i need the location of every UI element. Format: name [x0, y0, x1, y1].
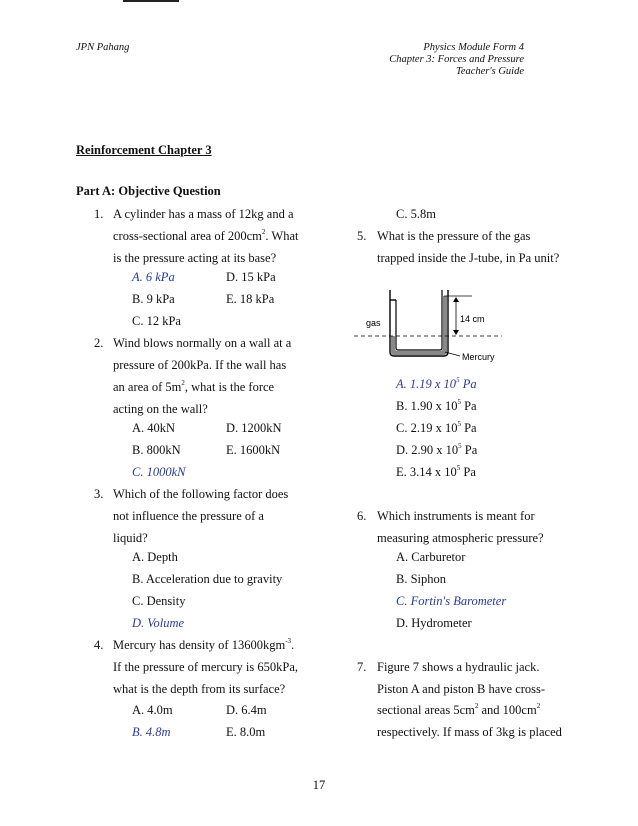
q5-number: 5. [357, 229, 367, 243]
fig-length-label: 14 cm [460, 314, 485, 324]
q7-number: 7. [357, 660, 367, 674]
q7-line2: Piston A and piston B have cross- [377, 682, 546, 696]
q2-line1: Wind blows normally on a wall at a [113, 336, 292, 350]
q7-line1: Figure 7 shows a hydraulic jack. [377, 660, 540, 674]
q3-number: 3. [94, 487, 104, 501]
top-rule [123, 0, 179, 2]
q4-option-e: E. 8.0m [226, 725, 266, 739]
fig-mercury-label: Mercury [462, 352, 495, 362]
q6-option-a: A. Carburetor [396, 550, 466, 564]
q3-line3: liquid? [113, 531, 148, 545]
q5-option-d: D. 2.90 x $10^5$ Pa [396, 441, 478, 457]
q2-line4: acting on the wall? [113, 402, 208, 416]
q1-line2: cross-sectional area of $200cm^2$. What [113, 227, 299, 243]
q6-option-b: B. Siphon [396, 572, 447, 586]
q4-line1: Mercury has density of 13600kgm$^{-3}$. [113, 636, 295, 652]
header-guide: Teacher's Guide [455, 66, 524, 77]
q4-option-c: C. 5.8m [396, 207, 436, 221]
q1-line3: is the pressure acting at its base? [113, 251, 277, 265]
q2-line3: an area of $5m^2$, what is the force [113, 378, 275, 394]
q5-line2: trapped inside the J-tube, in Pa unit? [377, 251, 560, 265]
q4-option-a: A. 4.0m [132, 703, 173, 717]
q6-option-d: D. Hydrometer [396, 616, 472, 630]
q2-option-e: E. 1600kN [226, 443, 281, 457]
q5-option-b: B. 1.90 x $10^5$ Pa [396, 397, 477, 413]
q6-line1: Which instruments is meant for [377, 509, 535, 523]
q7-line3: sectional areas $5cm^2$ and $100cm^2$ [377, 701, 541, 717]
q5-option-e: E. 3.14 x $10^5$ Pa [396, 463, 476, 479]
q2-option-d: D. 1200kN [226, 421, 282, 435]
header-module: Physics Module Form 4 [423, 42, 524, 53]
q3-line2: not influence the pressure of a [113, 509, 264, 523]
q7-line4: respectively. If mass of 3kg is placed [377, 725, 562, 739]
q1-option-b: B. 9 kPa [132, 292, 175, 306]
q3-option-d: D. Volume [132, 616, 185, 630]
q4-line2: If the pressure of mercury is 650kPa, [113, 660, 299, 674]
q6-option-c: C. Fortin's Barometer [396, 594, 507, 608]
page-number: 17 [312, 778, 326, 792]
q2-line2: pressure of 200kPa. If the wall has [113, 358, 287, 372]
section-title: Reinforcement Chapter 3 [76, 143, 212, 157]
q6-line2: measuring atmospheric pressure? [377, 531, 544, 545]
q4-option-b: B. 4.8m [132, 725, 171, 739]
header-left: JPN Pahang [76, 42, 130, 53]
q1-option-d: D. 15 kPa [226, 270, 276, 284]
header-chapter: Chapter 3: Forces and Pressure [389, 54, 524, 65]
q2-option-c: C. 1000kN [132, 465, 186, 479]
q4-option-d: D. 6.4m [226, 703, 267, 717]
fig-gas-label: gas [366, 318, 381, 328]
q4-line3: what is the depth from its surface? [113, 682, 286, 696]
header-right [389, 42, 524, 78]
q5-line1: What is the pressure of the gas [377, 229, 531, 243]
part-title: Part A: Objective Question [76, 184, 221, 198]
j-tube-figure [352, 282, 512, 362]
q2-number: 2. [94, 336, 104, 350]
q2-option-b: B. 800kN [132, 443, 181, 457]
q1-option-e: E. 18 kPa [226, 292, 275, 306]
q5-option-c: C. 2.19 x $10^5$ Pa [396, 419, 477, 435]
q1-option-a: A. 6 kPa [132, 270, 175, 284]
q6-number: 6. [357, 509, 367, 523]
q3-option-c: C. Density [132, 594, 186, 608]
q1-line1: A cylinder has a mass of 12kg and a [113, 207, 294, 221]
q2-option-a: A. 40kN [132, 421, 176, 435]
q1-number: 1. [94, 207, 104, 221]
q5-option-a: A. 1.19 x $10^5$ Pa [396, 375, 477, 391]
q4-number: 4. [94, 638, 104, 652]
q3-option-b: B. Acceleration due to gravity [132, 572, 283, 586]
q3-line1: Which of the following factor does [113, 487, 289, 501]
q1-option-c: C. 12 kPa [132, 314, 181, 328]
q3-option-a: A. Depth [132, 550, 178, 564]
